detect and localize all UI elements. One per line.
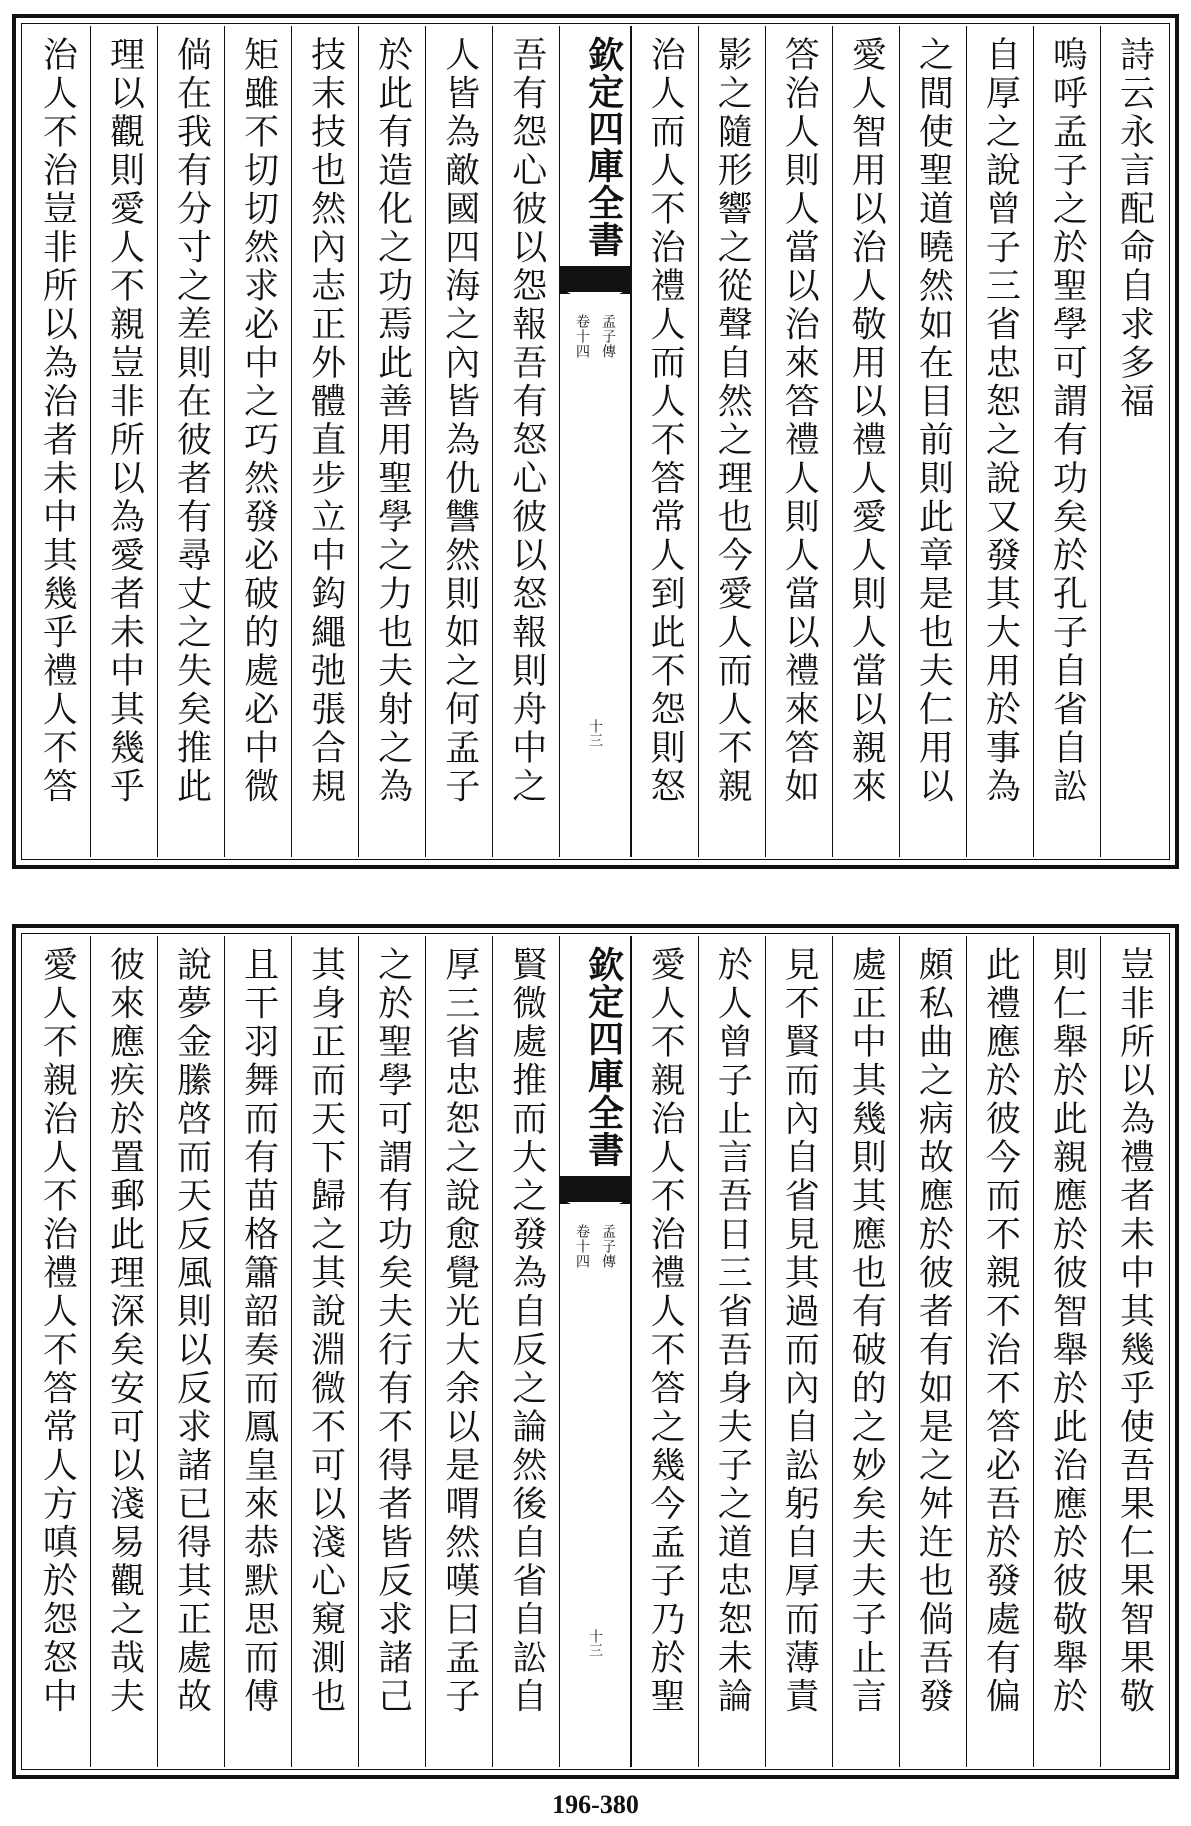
column-text: 之間使聖道曉然如在目前則此章是也夫仁用以 [913, 36, 954, 806]
text-column [358, 26, 425, 857]
text-column [899, 936, 966, 1767]
leaf-number: 十三 [586, 719, 603, 747]
text-column [1033, 936, 1100, 1767]
column-text: 嗚呼孟子之於聖學可謂有功矣於孔子自省自訟 [1047, 36, 1088, 806]
book-title: 孟子傳 [599, 1224, 616, 1269]
volume-label: 卷十四 [573, 314, 590, 359]
text-column [157, 936, 224, 1767]
volume-label: 卷十四 [573, 1224, 590, 1269]
top-columns [24, 26, 1167, 857]
column-text: 且干羽舞而有苗格簫韶奏而鳳皇來恭默思而傅 [238, 946, 279, 1716]
text-column [157, 26, 224, 857]
text-column [224, 936, 291, 1767]
text-column [698, 936, 765, 1767]
text-column [1100, 26, 1167, 857]
column-text: 見不賢而內自省見其過而內自訟躬自厚而薄責 [779, 946, 820, 1716]
text-column [90, 936, 157, 1767]
column-text: 治人不治豈非所以為治者未中其幾乎禮人不答 [37, 36, 78, 806]
column-text: 影之隨形響之從聲自然之理也今愛人而人不親 [712, 36, 753, 806]
column-text: 此禮應於彼今而不親不治不答必吾於發處有偏 [980, 946, 1021, 1716]
column-text: 答治人則人當以治來答禮人則人當以禮來答如 [779, 36, 820, 806]
text-column [832, 26, 899, 857]
top-page [12, 14, 1179, 869]
leaf-number: 十三 [586, 1629, 603, 1657]
text-column [966, 26, 1033, 857]
column-text: 處正中其幾則其應也有破的之妙矣夫夫子止言 [846, 946, 887, 1716]
text-column [492, 26, 559, 857]
page-number-footer: 196-380 [552, 1790, 639, 1819]
column-text: 愛人不親治人不治禮人不答常人方嗔於怨怒中 [37, 946, 78, 1716]
text-column [698, 26, 765, 857]
text-column [224, 26, 291, 857]
column-text: 愛人智用以治人敬用以禮人愛人則人當以親來 [846, 36, 887, 806]
column-text: 人皆為敵國四海之內皆為仇讐然則如之何孟子 [439, 36, 480, 806]
column-text: 矩雖不切切然求必中之巧然發必破的處必中微 [238, 36, 279, 806]
text-column [425, 26, 492, 857]
column-text: 彼來應疾於置郵此理深矣安可以淺易觀之哉夫 [104, 946, 145, 1716]
column-text: 於人曾子止言吾日三省吾身夫子之道忠恕未論 [712, 946, 753, 1716]
bottom-page [12, 924, 1179, 1779]
text-column [358, 936, 425, 1767]
column-text: 理以觀則愛人不親豈非所以為愛者未中其幾乎 [104, 36, 145, 806]
column-text: 則仁舉於此親應於彼智舉於此治應於彼敬舉於 [1047, 946, 1088, 1716]
column-text: 其身正而天下歸之其說淵微不可以淺心窺測也 [305, 946, 346, 1716]
column-text: 說夢金縢啓而天反風則以反求諸已得其正處故 [171, 946, 212, 1716]
column-text: 愛人不親治人不治禮人不答之幾今孟子乃於聖 [645, 946, 686, 1716]
text-column [1100, 936, 1167, 1767]
column-text: 治人而人不治禮人而人不答常人到此不怨則怒 [645, 36, 686, 806]
text-column [492, 936, 559, 1767]
text-column [765, 936, 832, 1767]
text-column [1033, 26, 1100, 857]
column-text: 頗私曲之病故應於彼者有如是之舛迕也倘吾發 [913, 946, 954, 1716]
text-column [832, 936, 899, 1767]
bottom-columns [24, 936, 1167, 1767]
center-fold [559, 936, 630, 1767]
column-text: 技末技也然內志正外體直步立中鈎繩弛張合規 [305, 36, 346, 806]
collection-title: 欽定四庫全書 [560, 26, 629, 268]
text-column [90, 26, 157, 857]
text-column [631, 26, 698, 857]
text-column [765, 26, 832, 857]
column-text: 倘在我有分寸之差則在彼者有尋丈之失矣推此 [171, 36, 212, 806]
column-text: 賢微處推而大之發為自反之論然後自省自訟自 [506, 946, 547, 1716]
column-text: 厚三省忠恕之說愈覺光大余以是喟然嘆曰孟子 [439, 946, 480, 1716]
center-fold [559, 26, 630, 857]
text-column [24, 936, 90, 1767]
column-text: 之於聖學可謂有功矣夫行有不得者皆反求諸己 [372, 946, 413, 1716]
text-column [631, 936, 698, 1767]
collection-title: 欽定四庫全書 [560, 936, 629, 1178]
text-column [291, 26, 358, 857]
column-text: 吾有怨心彼以怨報吾有怒心彼以怒報則舟中之 [506, 36, 547, 806]
fish-tail-mark [560, 268, 629, 294]
text-column [899, 26, 966, 857]
fish-tail-mark [560, 1178, 629, 1204]
text-column [24, 26, 90, 857]
column-text: 豈非所以為禮者未中其幾乎使吾果仁果智果敬 [1114, 946, 1155, 1716]
text-column [966, 936, 1033, 1767]
text-column [291, 936, 358, 1767]
column-text: 於此有造化之功焉此善用聖學之力也夫射之為 [372, 36, 413, 806]
column-text: 自厚之說曾子三省忠恕之說又發其大用於事為 [980, 36, 1021, 806]
text-column [425, 936, 492, 1767]
book-title: 孟子傳 [599, 314, 616, 359]
column-text: 詩云永言配命自求多福 [1114, 36, 1155, 421]
